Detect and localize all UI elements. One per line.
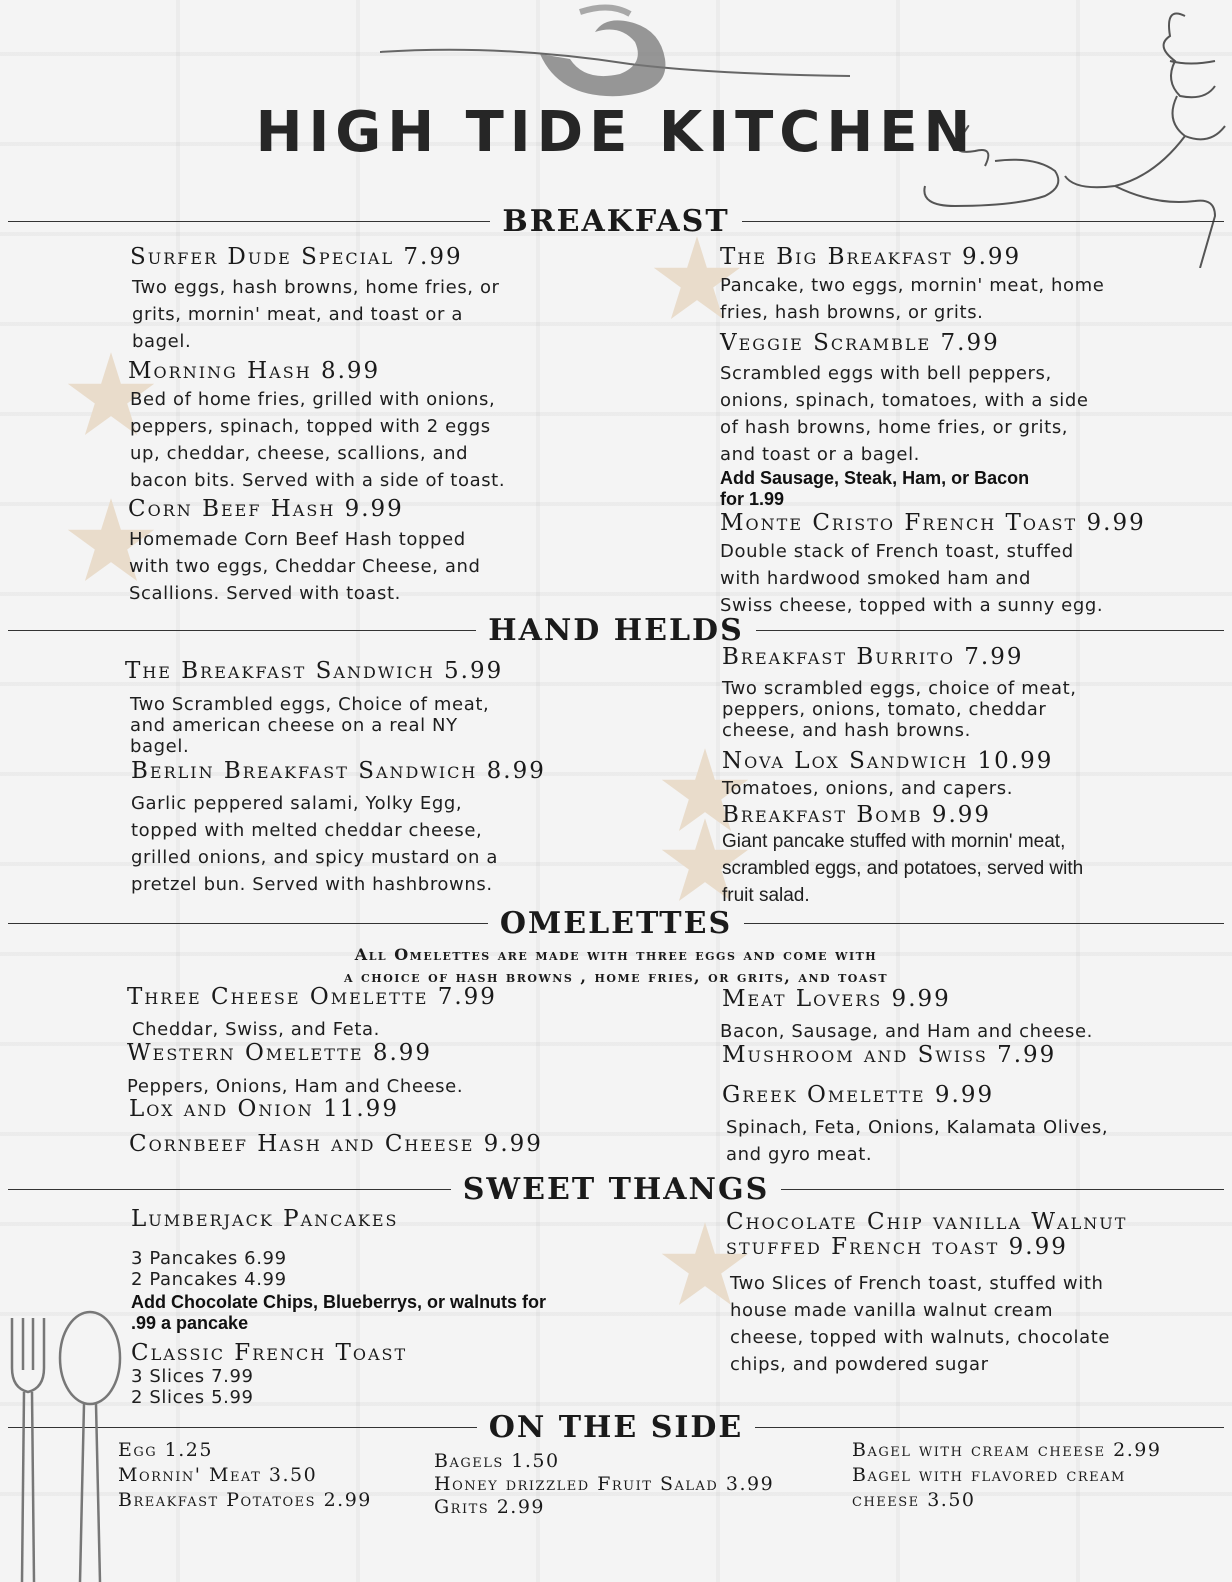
note-line: All Omelettes are made with three eggs and come with bbox=[354, 945, 878, 964]
desc-line: peppers, spinach, topped with 2 eggs bbox=[130, 416, 491, 437]
desc-line: Homemade Corn Beef Hash topped bbox=[129, 529, 466, 550]
desc-line: chips, and powdered sugar bbox=[730, 1354, 989, 1375]
restaurant-title: HIGH TIDE KITCHEN bbox=[255, 100, 977, 165]
desc-line: pretzel bun. Served with hashbrowns. bbox=[131, 874, 493, 895]
side-item: cheese 3.50 bbox=[852, 1489, 976, 1511]
desc-line: Two Scrambled eggs, Choice of meat, bbox=[130, 694, 490, 715]
addon-line: .99 a pancake bbox=[131, 1313, 249, 1333]
item-name: The Big Breakfast 9.99 bbox=[720, 244, 1022, 270]
name-line: stuffed French toast 9.99 bbox=[726, 1234, 1068, 1260]
wave-logo-icon bbox=[380, 4, 850, 104]
desc-line: and gyro meat. bbox=[726, 1144, 873, 1165]
omelette-note bbox=[0, 944, 1232, 988]
side-column-1 bbox=[118, 1438, 372, 1513]
name-line: Chocolate Chip vanilla Walnut bbox=[726, 1209, 1128, 1235]
item-name: Lox and Onion 11.99 bbox=[129, 1096, 399, 1122]
desc-line: bacon bits. Served with a side of toast. bbox=[130, 470, 506, 491]
item-description bbox=[130, 694, 489, 757]
addon-line: Add Chocolate Chips, Blueberrys, or walnuts for bbox=[131, 1292, 547, 1312]
divider-line bbox=[8, 1189, 451, 1190]
desc-line: grits, mornin' meat, and toast or a bbox=[132, 304, 463, 325]
divider-line bbox=[755, 1427, 1224, 1428]
side-item: Breakfast Potatoes 2.99 bbox=[118, 1489, 372, 1511]
item-name: Nova Lox Sandwich 10.99 bbox=[722, 748, 1054, 774]
desc-line: Two scrambled eggs, choice of meat, bbox=[722, 678, 1077, 699]
item-description bbox=[722, 778, 1013, 799]
desc-line: Garlic peppered salami, Yolky Egg, bbox=[131, 793, 463, 814]
desc-line: bagel. bbox=[130, 736, 190, 757]
item-name: The Breakfast Sandwich 5.99 bbox=[125, 658, 504, 684]
addon-line: Add Sausage, Steak, Ham, or Bacon bbox=[720, 468, 1030, 488]
desc-line: Bed of home fries, grilled with onions, bbox=[130, 389, 496, 410]
section-omelettes bbox=[8, 905, 1224, 941]
side-item: Honey drizzled Fruit Salad 3.99 bbox=[434, 1473, 775, 1495]
divider-line bbox=[742, 221, 1224, 222]
item-name: Lumberjack Pancakes bbox=[131, 1206, 399, 1232]
item-name: Breakfast Burrito 7.99 bbox=[722, 644, 1024, 670]
desc-line: onions, spinach, tomatoes, with a side bbox=[720, 390, 1089, 411]
item-description bbox=[131, 1248, 287, 1290]
desc-line: Scallions. Served with toast. bbox=[129, 583, 401, 604]
desc-line: house made vanilla walnut cream bbox=[730, 1300, 1054, 1321]
item-name: Berlin Breakfast Sandwich 8.99 bbox=[131, 758, 546, 784]
section-title-breakfast: BREAKFAST bbox=[502, 203, 730, 239]
desc-line: and toast or a bagel. bbox=[720, 444, 921, 465]
item-name: Meat Lovers 9.99 bbox=[722, 986, 951, 1012]
item-name: Surfer Dude Special 7.99 bbox=[130, 244, 463, 270]
item-name: Veggie Scramble 7.99 bbox=[720, 330, 1000, 356]
side-item: Mornin' Meat 3.50 bbox=[118, 1464, 318, 1486]
desc-line: fries, hash browns, or grits. bbox=[720, 302, 984, 323]
note-line: a choice of hash browns , home fries, or grits, and toast bbox=[343, 967, 889, 986]
item-name: Monte Cristo French Toast 9.99 bbox=[720, 510, 1146, 536]
desc-line: with hardwood smoked ham and bbox=[720, 568, 1032, 589]
desc-line: 3 Slices 7.99 bbox=[131, 1366, 254, 1387]
item-name: Greek Omelette 9.99 bbox=[722, 1082, 995, 1108]
desc-line: 3 Pancakes 6.99 bbox=[131, 1248, 287, 1269]
desc-line: cheese, and hash browns. bbox=[722, 720, 971, 741]
item-addon bbox=[131, 1292, 546, 1334]
desc-line: of hash browns, home fries, or grits, bbox=[720, 417, 1069, 438]
desc-line: grilled onions, and spicy mustard on a bbox=[131, 847, 498, 868]
section-title-sides: ON THE SIDE bbox=[488, 1409, 744, 1445]
divider-line bbox=[756, 630, 1224, 631]
divider-line bbox=[8, 630, 476, 631]
item-addon bbox=[720, 468, 1029, 510]
desc-line: 2 Slices 5.99 bbox=[131, 1387, 254, 1408]
item-description bbox=[722, 678, 1077, 741]
section-title-handhelds: HAND HELDS bbox=[488, 612, 744, 648]
desc-line: Two eggs, hash browns, home fries, or bbox=[132, 277, 500, 298]
item-description bbox=[131, 1366, 254, 1408]
item-name: Three Cheese Omelette 7.99 bbox=[127, 984, 497, 1010]
divider-line bbox=[781, 1189, 1224, 1190]
side-column-2 bbox=[434, 1450, 774, 1519]
desc-line: Tomatoes, onions, and capers. bbox=[722, 778, 1014, 799]
item-description bbox=[720, 1018, 1093, 1045]
item-description bbox=[722, 828, 1083, 909]
item-name: Cornbeef Hash and Cheese 9.99 bbox=[129, 1131, 543, 1157]
desc-line: topped with melted cheddar cheese, bbox=[131, 820, 483, 841]
desc-line: Two Slices of French toast, stuffed with bbox=[730, 1273, 1104, 1294]
desc-line: fruit salad. bbox=[722, 885, 810, 906]
desc-line: 2 Pancakes 4.99 bbox=[131, 1269, 287, 1290]
item-description bbox=[730, 1270, 1110, 1378]
desc-line: Peppers, Onions, Ham and Cheese. bbox=[127, 1076, 464, 1097]
section-sweets bbox=[8, 1171, 1224, 1207]
desc-line: Pancake, two eggs, mornin' meat, home bbox=[720, 275, 1105, 296]
section-breakfast bbox=[8, 203, 1224, 239]
divider-line bbox=[8, 221, 490, 222]
item-description bbox=[720, 272, 1104, 326]
fork-icon bbox=[6, 1318, 50, 1582]
section-title-omelettes: OMELETTES bbox=[499, 905, 733, 941]
desc-line: up, cheddar, cheese, scallions, and bbox=[130, 443, 469, 464]
desc-line: bagel. bbox=[132, 331, 192, 352]
side-item: Bagel with cream cheese 2.99 bbox=[852, 1439, 1162, 1461]
desc-line: Scrambled eggs with bell peppers, bbox=[720, 363, 1052, 384]
desc-line: Spinach, Feta, Onions, Kalamata Olives, bbox=[726, 1117, 1109, 1138]
item-description bbox=[131, 790, 498, 898]
item-description bbox=[720, 360, 1089, 468]
section-handhelds bbox=[8, 612, 1224, 648]
item-name: Morning Hash 8.99 bbox=[128, 358, 381, 384]
side-column-3 bbox=[852, 1438, 1161, 1513]
desc-line: and american cheese on a real NY bbox=[130, 715, 458, 736]
item-name: Mushroom and Swiss 7.99 bbox=[722, 1042, 1057, 1068]
desc-line: Swiss cheese, topped with a sunny egg. bbox=[720, 595, 1104, 616]
item-description bbox=[720, 538, 1103, 619]
desc-line: Bacon, Sausage, and Ham and cheese. bbox=[720, 1021, 1093, 1042]
desc-line: cheese, topped with walnuts, chocolate bbox=[730, 1327, 1111, 1348]
section-title-sweets: SWEET THANGS bbox=[462, 1171, 770, 1207]
spoon-icon bbox=[52, 1310, 128, 1582]
item-description bbox=[130, 386, 505, 494]
item-name bbox=[726, 1210, 1127, 1260]
divider-line bbox=[744, 923, 1224, 924]
addon-line: for 1.99 bbox=[720, 489, 785, 509]
side-item: Bagels 1.50 bbox=[434, 1450, 560, 1472]
desc-line: scrambled eggs, and potatoes, served with bbox=[722, 858, 1084, 879]
item-description bbox=[132, 1016, 380, 1043]
desc-line: Cheddar, Swiss, and Feta. bbox=[132, 1019, 380, 1040]
desc-line: peppers, onions, tomato, cheddar bbox=[722, 699, 1047, 720]
item-name: Breakfast Bomb 9.99 bbox=[722, 802, 992, 828]
side-item: Egg 1.25 bbox=[118, 1439, 213, 1461]
item-name: Corn Beef Hash 9.99 bbox=[128, 496, 404, 522]
item-description bbox=[726, 1114, 1108, 1168]
item-name: Classic French Toast bbox=[131, 1340, 408, 1366]
desc-line: Giant pancake stuffed with mornin' meat, bbox=[722, 831, 1066, 852]
side-item: Grits 2.99 bbox=[434, 1496, 546, 1518]
item-name: Western Omelette 8.99 bbox=[127, 1040, 433, 1066]
item-description bbox=[129, 526, 481, 607]
desc-line: Double stack of French toast, stuffed bbox=[720, 541, 1074, 562]
divider-line bbox=[8, 923, 488, 924]
item-description bbox=[132, 274, 500, 355]
side-item: Bagel with flavored cream bbox=[852, 1464, 1126, 1486]
desc-line: with two eggs, Cheddar Cheese, and bbox=[129, 556, 481, 577]
